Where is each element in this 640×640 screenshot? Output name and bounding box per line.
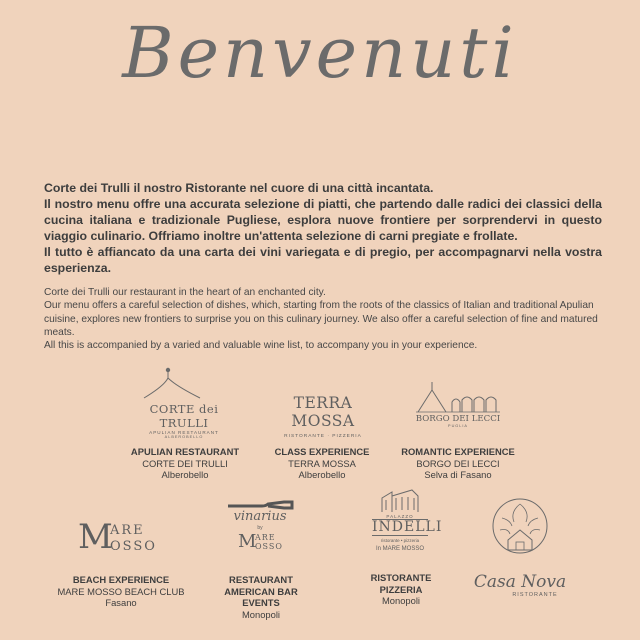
mare-logo-initial: M — [78, 517, 113, 557]
venue-caption-terra — [247, 446, 397, 481]
venue-heading: ROMANTIC EXPERIENCE — [401, 446, 515, 457]
english-paragraph-1: Corte dei Trulli our restaurant in the heart of an enchanted city. — [44, 287, 326, 298]
corte-dei-trulli-logo[interactable] — [128, 366, 240, 439]
venue-place: Alberobello — [161, 469, 209, 480]
venue-place: Fasano — [105, 597, 137, 608]
venue-heading-1: RISTORANTE — [370, 572, 432, 583]
venue-heading: BEACH EXPERIENCE — [72, 574, 170, 585]
indelli-logo-top: PALAZZO — [386, 514, 414, 519]
corte-logo-sub: APULIAN RESTAURANT — [149, 430, 219, 435]
casa-nova-logo[interactable] — [470, 496, 570, 608]
italian-paragraph-1: Corte dei Trulli il nostro Ristorante nel cuore di una città incantata. — [44, 181, 434, 195]
corte-logo-text: CORTE dei TRULLI — [149, 402, 219, 430]
venue-caption-mare-mosso — [46, 574, 196, 609]
english-intro — [44, 286, 604, 352]
mare-mosso-logo[interactable] — [76, 518, 166, 560]
vinarius-logo-initial: M — [238, 531, 257, 552]
venue-caption-vinarius — [196, 574, 326, 620]
terra-mossa-logo[interactable] — [262, 394, 384, 439]
venue-caption-borgo — [383, 446, 533, 481]
terra-logo-text: TERRA MOSSA — [291, 394, 355, 430]
italian-paragraph-3: Il tutto è affiancato da una carta dei vini variegata e di pregio, per accompagnarvi nella vostra esperienza. — [44, 245, 602, 275]
venue-heading-2: PIZZERIA — [379, 583, 423, 595]
page-title: Benvenuti — [122, 12, 518, 94]
vinarius-logo-sub-2: OSSO — [255, 542, 283, 551]
venue-heading-3: EVENTS — [242, 597, 280, 608]
vinarius-logo-text: vinarius — [233, 509, 287, 524]
vinarius-logo-sub-1: ARE — [255, 533, 276, 542]
casa-nova-logo-sub: RISTORANTE — [512, 592, 558, 598]
palazzo-building-icon — [362, 488, 438, 514]
tree-house-icon — [470, 496, 570, 558]
borgo-dei-lecci-logo[interactable] — [412, 378, 504, 430]
indelli-logo-text: INDELLI — [372, 519, 443, 535]
mare-mosso-mark — [76, 518, 166, 558]
vinarius-logo[interactable] — [222, 498, 298, 560]
venue-name: MARE MOSSO BEACH CLUB — [57, 585, 185, 597]
venue-caption-indelli — [336, 572, 466, 607]
venue-place: Alberobello — [298, 469, 346, 480]
borgo-logo-text: BORGO DEI LECCI — [415, 414, 501, 424]
italian-paragraph-2: Il nostro menu offre una accurata selezione di piatti, che partendo dalle radici dei classici della cucina italiana e tradizionale Pugliese, esplora nuove frontiere per sorprendervi in questo viaggio culinario. Offriamo inoltre un'attenta selezione di carni pregiate e frollate. — [44, 197, 602, 243]
venue-name: BORGO DEI LECCI — [416, 457, 500, 469]
borgo-skyline-icon — [412, 378, 504, 414]
borgo-logo-sub: PUGLIA — [448, 424, 468, 428]
venue-heading-2: AMERICAN BAR — [224, 585, 298, 597]
venue-name: CORTE DEI TRULLI — [142, 457, 228, 469]
vinarius-logo-by: by — [257, 525, 263, 531]
english-paragraph-3: All this is accompanied by a varied and valuable wine list, to accompany you in your experience. — [44, 340, 478, 352]
venue-name: TERRA MOSSA — [288, 457, 356, 469]
mare-logo-text-1: ARE — [110, 523, 145, 538]
mare-logo-text-2: OSSO — [110, 539, 157, 554]
venue-place: Selva di Fasano — [424, 469, 492, 480]
venue-heading: APULIAN RESTAURANT — [130, 446, 240, 457]
venue-place: Monopoli — [241, 608, 281, 620]
casa-nova-logo-text: Casa Nova — [473, 572, 567, 592]
venue-place: Monopoli — [381, 595, 421, 606]
indelli-logo-in: In MARE MOSSO — [375, 546, 424, 552]
corte-logo-sub2: ALBEROBELLO — [164, 435, 204, 439]
english-paragraph-2: Our menu offers a careful selection of dishes, which, starting from the roots of the classics of Italian and traditional Apulian cuisine, explores new frontiers to surprise you on this culinary journey. We also offer a careful selection of fine and matured meats. — [44, 300, 598, 338]
vinarius-mare-mark — [222, 532, 298, 554]
indelli-logo-sub: ristorante • pizzeria — [380, 538, 420, 543]
trullo-roof-icon — [128, 366, 240, 400]
terra-logo-sub: RISTORANTE · PIZZERIA — [284, 434, 362, 439]
venue-heading: CLASS EXPERIENCE — [274, 446, 370, 457]
palazzo-indelli-logo[interactable] — [362, 488, 443, 564]
venue-heading-1: RESTAURANT — [229, 574, 293, 585]
italian-intro — [44, 180, 602, 276]
venue-caption-corte — [110, 446, 260, 481]
